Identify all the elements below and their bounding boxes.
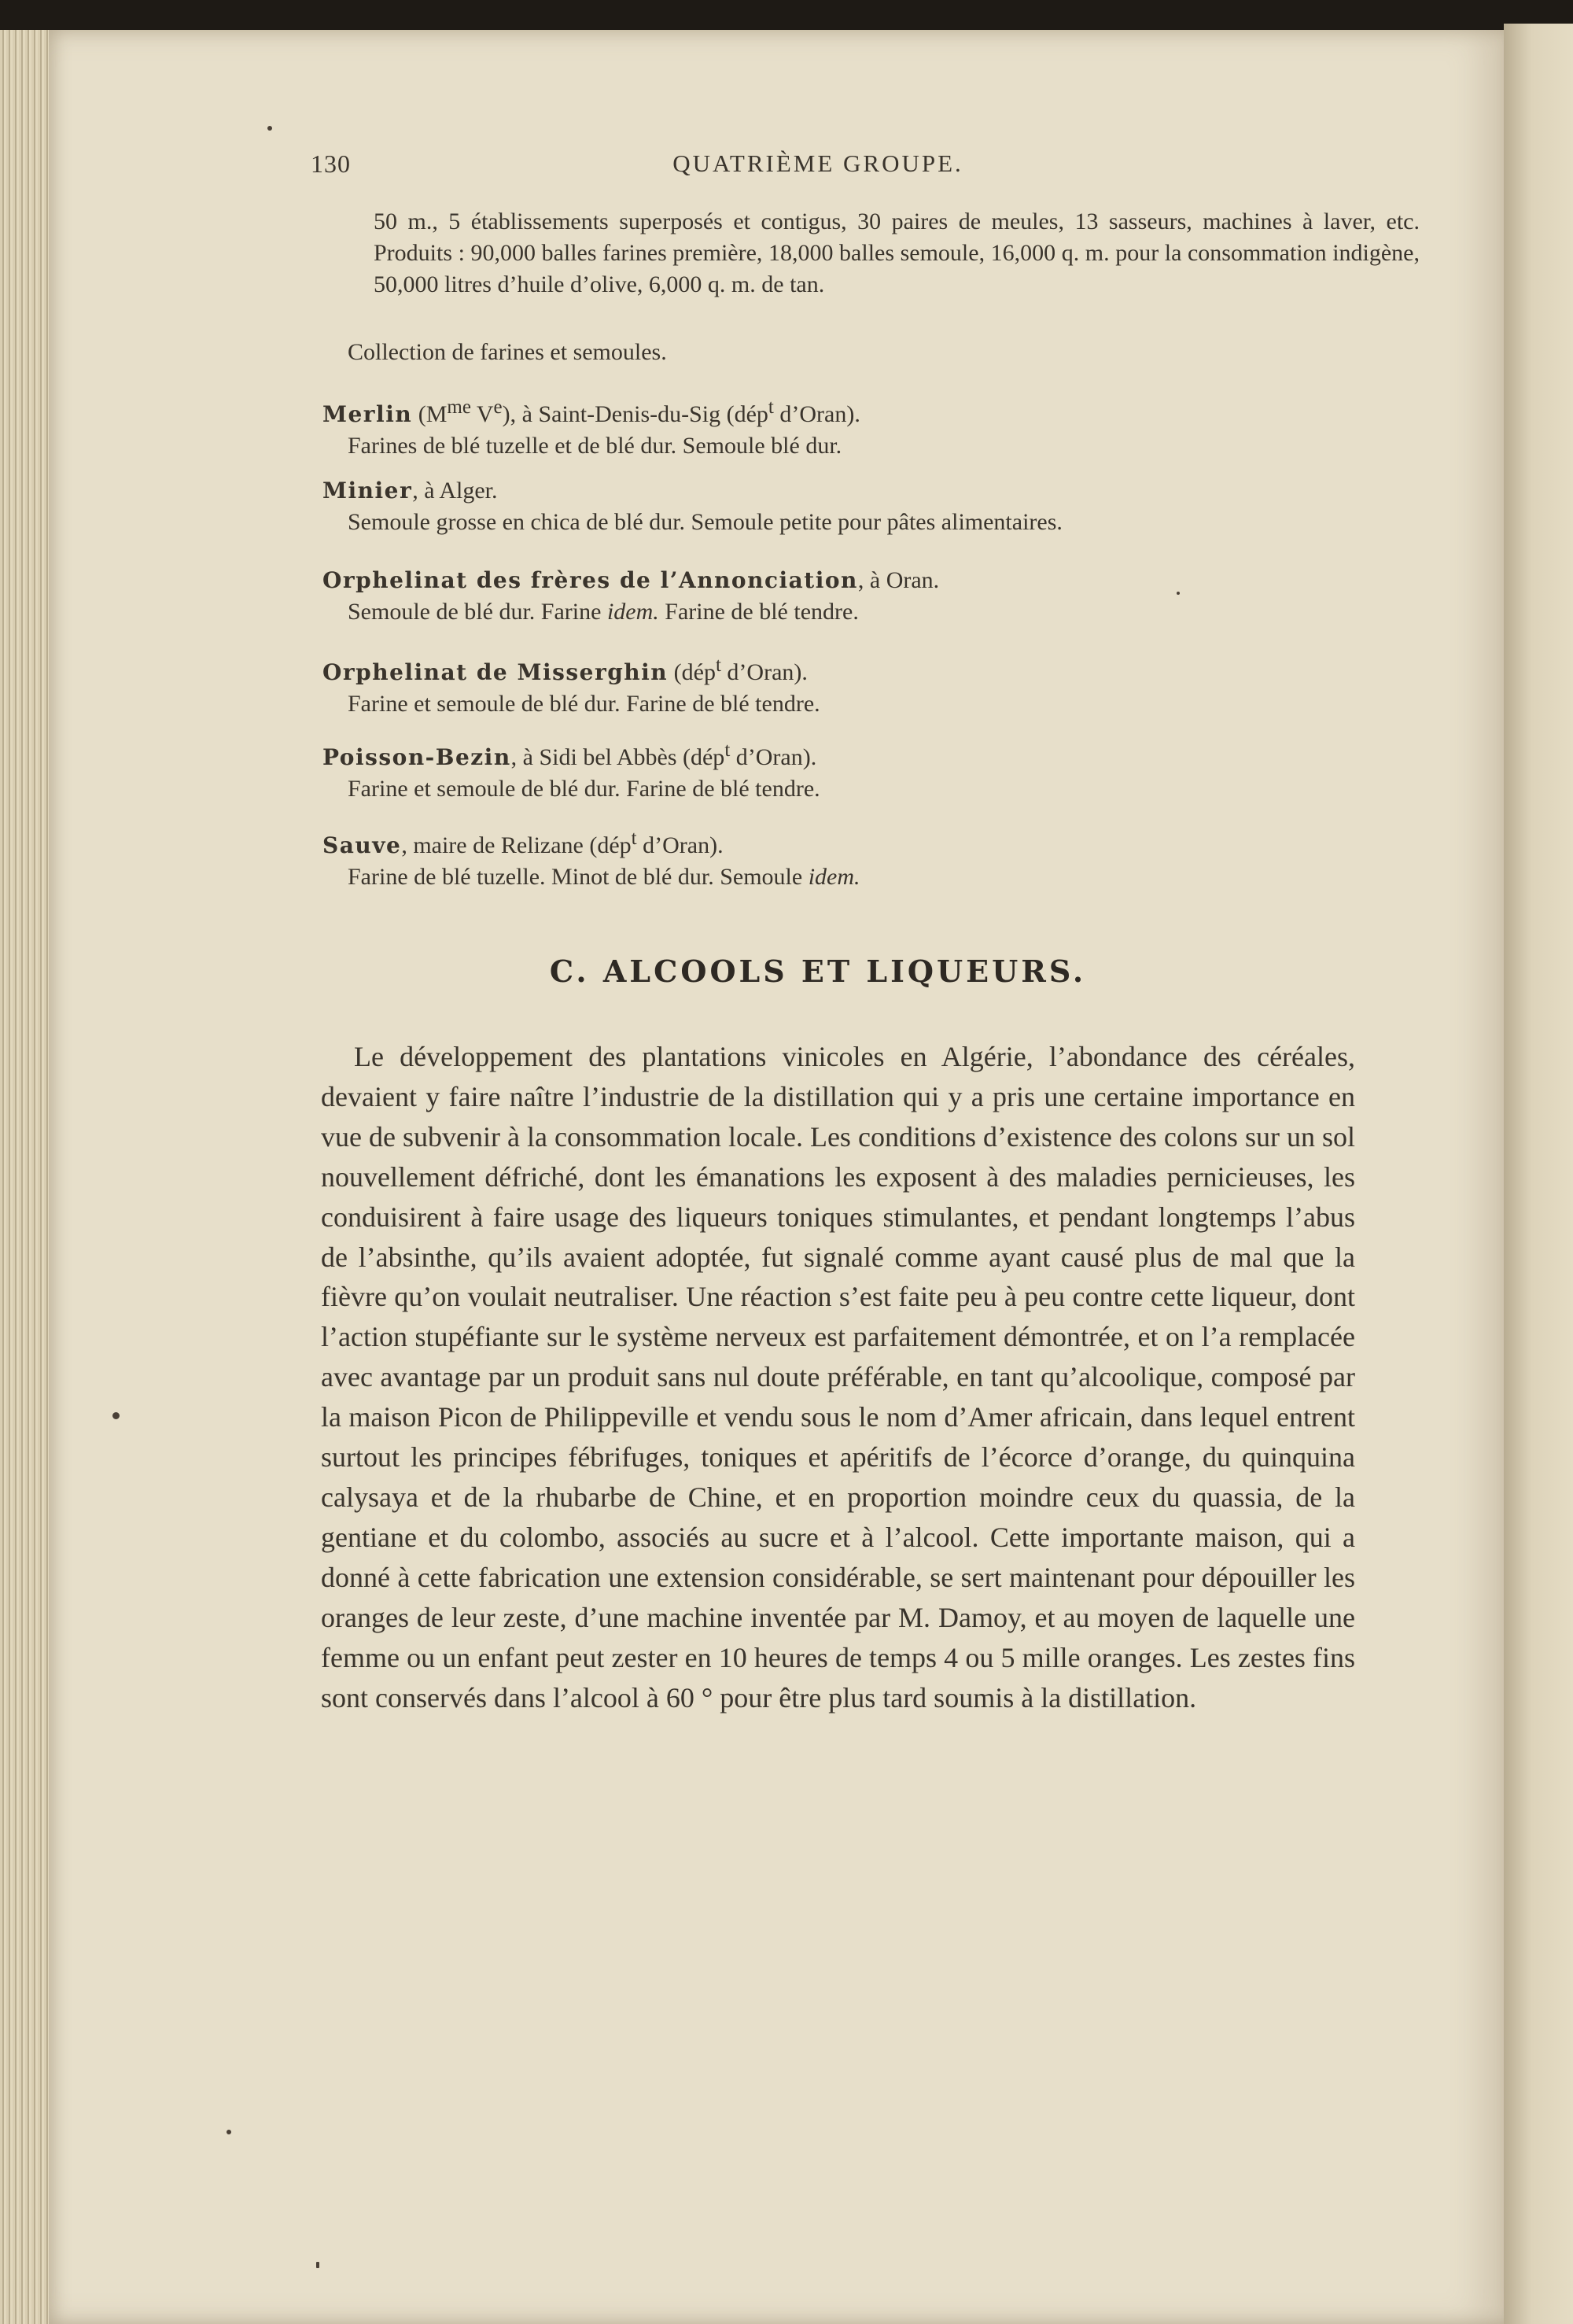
continuation-block xyxy=(322,206,1420,301)
facing-page-edge xyxy=(1504,24,1573,2324)
entry-description: Farine de blé tuzelle. Minot de blé dur. Semoule idem. xyxy=(348,864,860,890)
exhibitor-entry xyxy=(322,823,1369,893)
entry-description: Farines de blé tuzelle et de blé dur. Semoule blé dur. xyxy=(348,433,842,459)
running-head xyxy=(267,149,1369,189)
paper-fleck xyxy=(227,2130,231,2134)
exhibitor-entry xyxy=(322,475,1369,538)
entry-heading: Minier, à Alger. xyxy=(322,478,498,504)
exhibitor-name: Merlin xyxy=(322,401,413,427)
body-paragraph: Le développement des plantations vinicoles en Algérie, l’abondance des céréales, devaient y faire naître l’industrie de la distillation qui y a pris une certaine importance en vue de subvenir à la consommation locale. Les conditions d’existence des colons sur un sol nouvellement défriché, dont les émanations les exposent à des maladies pernicieuses, les conduisirent à faire usage des liqueurs toniques stimulantes, et pendant longtemps l’abus de l’absinthe, qu’ils avaient adoptée, fut signalé comme ayant causé plus de mal que la fièvre qu’on voulait neutraliser. Une réaction s’est faite peu à peu contre cette liqueur, dont l’action stupéfiante sur le système nerveux est parfaitement démontrée, et on l’a remplacée avec avantage par un produit sans nul doute préférable, en tant qu’alcoolique, composé par la maison Picon de Philippeville et vendu sous le nom d’Amer africain, dans lequel entrent surtout les principes fébrifuges, toniques et apéritifs de l’écorce d’orange, du quinquina calysaya et de la rhubarbe de Chine, et en proportion moindre ceux du quassia, de la gentiane et du colombo, associés au sucre et à l’alcool. Cette importante maison, qui a donné à cette fabrication une extension considérable, se sert maintenant pour dépouiller les oranges de leur zeste, d’une machine inventée par M. Damoy, et au moyen de laquelle une femme ou un enfant peut zester en 10 heures de temps 4 ou 5 mille oranges. Les zestes fins sont conservés dans l’alcool à 60 ° pour être plus tard soumis à la distillation. xyxy=(321,1041,1355,1713)
entry-description: Farine et semoule de blé dur. Farine de blé tendre. xyxy=(348,691,820,717)
scan-top-edge xyxy=(0,0,1573,30)
exhibitor-name: Sauve xyxy=(322,832,402,858)
exhibitor-name: Orphelinat des frères de l’Annonciation xyxy=(322,567,858,593)
entry-description: Semoule grosse en chica de blé dur. Semoule petite pour pâtes alimentaires. xyxy=(348,509,1063,535)
entry-heading: Merlin ($M^{me}$ Ve), à Saint-Denis-du-Sig (dép$^t$ d’Oran). xyxy=(322,397,860,427)
exhibitor-name: Poisson-Bezin xyxy=(322,744,511,770)
paper-fleck xyxy=(267,126,272,131)
exhibitor-entry xyxy=(322,565,1369,628)
paper-fleck xyxy=(1177,592,1180,595)
exhibitor-entry xyxy=(322,735,1369,805)
paper-fleck xyxy=(112,1412,120,1419)
entry-description: Semoule de blé dur. Farine idem. Farine de blé tendre. xyxy=(348,599,859,625)
section-heading: C. ALCOOLS ET LIQUEURS. xyxy=(549,954,1087,989)
collection-line: Collection de farines et semoules. xyxy=(348,339,667,365)
exhibitor-name: Minier xyxy=(322,478,413,504)
entry-description: Farine et semoule de blé dur. Farine de blé tendre. xyxy=(348,776,820,802)
continuation-text: 50 m., 5 établissements superposés et contigus, 30 paires de meules, 13 sasseurs, machines à laver, etc. Produits : 90,000 balles farines première, 18,000 balles semoule, 16,000 q. m. pour la consommation indigène, 50,000 litres d’huile d’olive, 6,000 q. m. de tan. xyxy=(374,208,1420,297)
entry-heading: Orphelinat des frères de l’Annonciation, à Oran. xyxy=(322,567,940,593)
running-title: QUATRIÈME GROUPE. xyxy=(672,149,963,177)
entry-heading: Poisson-Bezin, à Sidi bel Abbès (dép$^t$ d’Oran). xyxy=(322,740,817,770)
exhibitor-name: Orphelinat de Misserghin xyxy=(322,659,669,685)
entry-heading: Sauve, maire de Relizane (dép$^t$ d’Oran). xyxy=(322,828,724,858)
entry-heading: Orphelinat de Misserghin (dép$^t$ d’Oran). xyxy=(322,655,808,685)
exhibitor-entry xyxy=(322,392,1369,462)
book-page-edges xyxy=(0,30,49,2324)
page-number: 130 xyxy=(311,149,351,178)
exhibitor-entry xyxy=(322,650,1369,720)
paper-fleck xyxy=(316,2262,319,2268)
